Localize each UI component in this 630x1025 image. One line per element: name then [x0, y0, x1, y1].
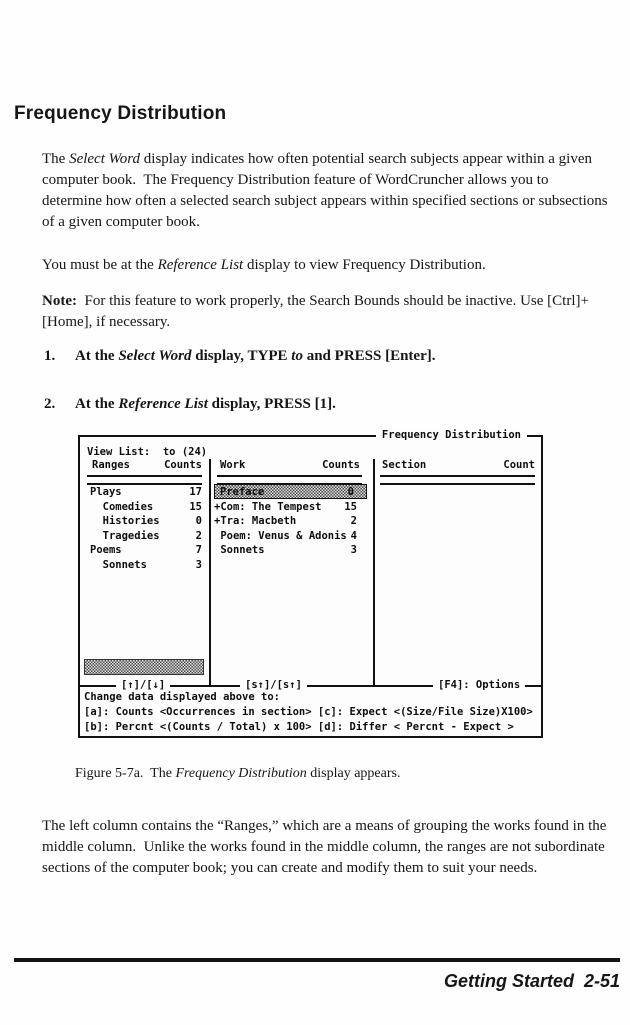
page-heading: Frequency Distribution	[14, 103, 227, 124]
step-2-italic: Reference List	[118, 396, 208, 412]
ranges-column-header	[92, 459, 202, 471]
range-label: Comedies	[90, 500, 154, 513]
terminal-window-title: Frequency Distribution	[376, 429, 527, 441]
range-row	[90, 515, 202, 530]
work-label: Poem: Venus & Adonis	[214, 529, 347, 542]
work-row	[214, 530, 357, 545]
step-1-part-2: display, TYPE	[191, 348, 292, 364]
ranges-scrollbar	[84, 659, 204, 675]
section-header-underline	[380, 475, 535, 485]
ranges-list	[90, 486, 202, 573]
ranges-header-label: Ranges	[92, 459, 130, 471]
note-label: Note:	[42, 293, 77, 309]
ranges-counts-label: Counts	[164, 459, 202, 471]
work-counts-label: Counts	[322, 459, 360, 471]
view-list-status: View List: to (24)	[87, 446, 208, 458]
paragraph-intro-text-2: display indicates how often potential search subjects appear within a given computer book. The Frequency Distribution feature of WordCruncher allows you to determine how often a selected search subject appears within specified sections or subsections of a given computer book.	[42, 151, 612, 230]
f4-options-hint: [F4]: Options	[433, 679, 525, 692]
hint-line-2: [a]: Counts <Occurrences in section> [c]: Expect <(Size/File Size)X100>	[84, 706, 533, 718]
work-count: 0	[347, 485, 354, 498]
range-label: Sonnets	[90, 558, 147, 571]
work-column-header	[220, 459, 360, 471]
range-row	[90, 559, 202, 574]
range-count: 15	[189, 500, 202, 513]
work-count: 3	[350, 544, 357, 556]
work-count: 15	[344, 500, 357, 513]
paragraph-intro-text: The	[42, 151, 70, 167]
section-count-label: Count	[503, 459, 535, 471]
range-row	[90, 501, 202, 516]
command-hints	[84, 690, 533, 735]
work-row	[214, 501, 357, 516]
work-section-separator	[373, 459, 375, 685]
note-text: For this feature to work properly, the Search Bounds should be inactive. Use [Ctrl]+[Home], if necessary.	[42, 293, 589, 330]
work-row-selected	[214, 484, 367, 499]
step-2	[44, 396, 604, 413]
paragraph-requirement-text-2: display to view Frequency Distribution.	[243, 257, 486, 273]
range-label: Histories	[90, 515, 160, 527]
step-1-part: At the	[75, 348, 119, 364]
step-1-part-3: and PRESS [Enter].	[302, 348, 436, 364]
work-label: Sonnets	[214, 544, 265, 556]
step-1-text	[75, 348, 436, 365]
range-count: 3	[195, 558, 202, 571]
ranges-work-separator	[209, 459, 211, 685]
step-2-part: At the	[75, 396, 119, 412]
step-1-italic: Select Word	[118, 348, 192, 364]
paragraph-requirement-text: You must be at the	[42, 257, 158, 273]
figure-caption-text-2: display appears.	[306, 766, 401, 781]
work-row	[214, 544, 357, 559]
range-count: 0	[195, 515, 202, 527]
section-header-label: Section	[382, 459, 427, 471]
step-1-italic-2: to	[291, 348, 303, 364]
figure-caption	[75, 766, 595, 782]
arrow-keys-hint: [↑]/[↓]	[116, 679, 170, 692]
work-header-label: Work	[220, 459, 246, 471]
section-column-header	[382, 459, 535, 471]
work-count: 2	[350, 515, 357, 527]
work-label: +Com: The Tempest	[214, 500, 322, 513]
paragraph-requirement	[42, 255, 610, 276]
work-count: 4	[350, 529, 357, 542]
figure-caption-italic: Frequency Distribution	[175, 766, 307, 781]
figure-caption-text: Figure 5-7a. The	[75, 766, 176, 781]
work-label: +Tra: Macbeth	[214, 515, 297, 527]
frequency-distribution-screenshot	[78, 429, 543, 738]
work-list	[214, 484, 357, 559]
range-row	[90, 486, 202, 501]
step-1	[44, 348, 604, 365]
shift-arrow-keys-hint: [s↑]/[s↑]	[240, 679, 307, 692]
range-row	[90, 544, 202, 559]
hint-line-1: Change data displayed above to:	[84, 691, 280, 703]
range-label: Tragedies	[90, 529, 160, 542]
paragraph-intro	[42, 149, 610, 233]
paragraph-requirement-italic: Reference List	[157, 257, 244, 273]
step-2-text	[75, 396, 336, 413]
hint-line-3: [b]: Percnt <(Counts / Total) x 100> [d]: Differ < Percnt - Expect >	[84, 721, 514, 733]
paragraph-ranges-explanation: The left column contains the “Ranges,” which are a means of grouping the works found in the middle column. Unlike the works found in the middle column, the ranges are not subordinate sections of the computer book; you can create and modify them to suit your needs.	[42, 818, 611, 876]
range-label: Poems	[90, 544, 122, 556]
step-2-number: 2.	[44, 396, 56, 412]
range-count: 17	[189, 486, 202, 498]
note-paragraph	[42, 291, 602, 333]
ranges-header-underline	[87, 475, 202, 485]
range-count: 7	[195, 544, 202, 556]
work-label: Preface	[220, 485, 265, 498]
range-count: 2	[195, 529, 202, 542]
work-row	[214, 515, 357, 530]
step-1-number: 1.	[44, 348, 56, 364]
range-row	[90, 530, 202, 545]
paragraph-intro-italic: Select Word	[69, 151, 141, 167]
range-label: Plays	[90, 486, 122, 498]
page-footer: Getting Started 2-51	[443, 971, 620, 991]
step-2-part-2: display, PRESS [1].	[207, 396, 336, 412]
footer-rule	[14, 958, 620, 962]
